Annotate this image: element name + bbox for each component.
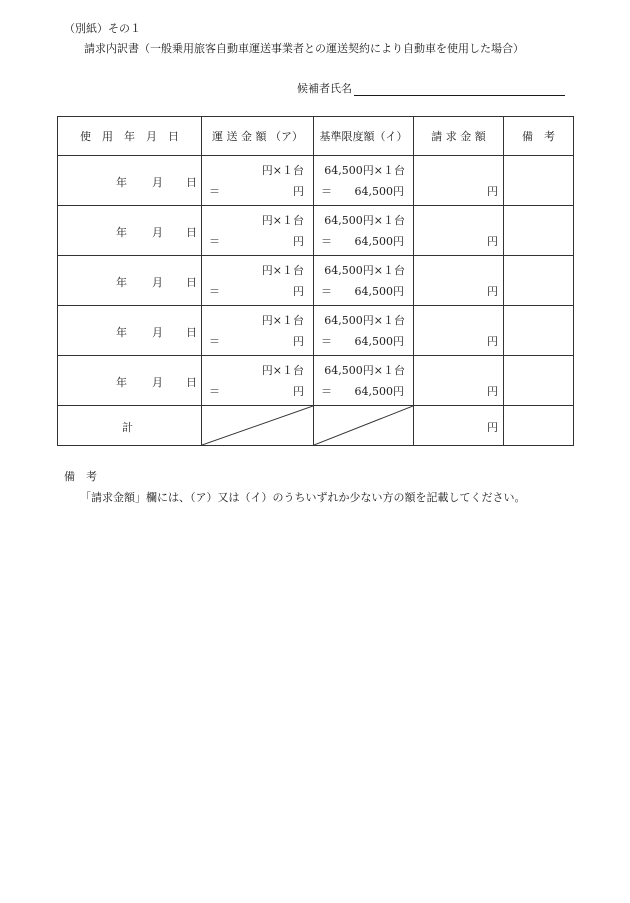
table-row bbox=[58, 206, 574, 256]
date-cell[interactable] bbox=[58, 206, 202, 256]
year-unit: 年 bbox=[116, 176, 127, 189]
limit-equals: ＝ bbox=[321, 385, 332, 398]
month-unit: 月 bbox=[152, 176, 163, 189]
col-header-date: 使 用 年 月 日 bbox=[58, 117, 202, 156]
candidate-name-field[interactable] bbox=[354, 95, 565, 96]
transport-amount-cell[interactable] bbox=[202, 356, 314, 406]
annex-label: （別紙）その１ bbox=[64, 22, 141, 35]
transport-amount-cell[interactable] bbox=[202, 206, 314, 256]
year-unit: 年 bbox=[116, 276, 127, 289]
request-amount-cell[interactable] bbox=[414, 256, 504, 306]
request-unit: 円 bbox=[487, 235, 498, 248]
remarks-body: 「請求金額」欄には、（ア）又は（イ）のうちいずれか少ない方の額を記載してください。 bbox=[80, 491, 526, 504]
limit-equals: ＝ bbox=[321, 185, 332, 198]
table-row bbox=[58, 256, 574, 306]
amount-formula: 円×１台 bbox=[261, 264, 304, 277]
amount-equals: ＝ bbox=[209, 285, 220, 298]
date-cell[interactable] bbox=[58, 156, 202, 206]
col-header-transport-amount: 運 送 金 額 （ア） bbox=[202, 117, 314, 156]
transport-amount-cell[interactable] bbox=[202, 256, 314, 306]
request-unit: 円 bbox=[487, 335, 498, 348]
amount-formula: 円×１台 bbox=[261, 364, 304, 377]
year-unit: 年 bbox=[116, 326, 127, 339]
request-amount-cell[interactable] bbox=[414, 156, 504, 206]
total-request-cell[interactable] bbox=[414, 406, 504, 446]
request-amount-cell[interactable] bbox=[414, 206, 504, 256]
table-row bbox=[58, 356, 574, 406]
limit-amount-cell bbox=[314, 206, 414, 256]
request-amount-cell[interactable] bbox=[414, 306, 504, 356]
day-unit: 日 bbox=[186, 276, 197, 289]
amount-result: 円 bbox=[293, 235, 304, 248]
diagonal-strike bbox=[314, 406, 413, 445]
limit-equals: ＝ bbox=[321, 335, 332, 348]
total-request-unit: 円 bbox=[487, 421, 498, 434]
col-header-remarks: 備 考 bbox=[504, 117, 574, 156]
total-limit-cell bbox=[314, 406, 414, 446]
limit-amount-cell bbox=[314, 306, 414, 356]
year-unit: 年 bbox=[116, 376, 127, 389]
col-header-limit-amount: 基準限度額（イ） bbox=[314, 117, 414, 156]
transport-amount-cell[interactable] bbox=[202, 306, 314, 356]
day-unit: 日 bbox=[186, 176, 197, 189]
limit-result: 64,500円 bbox=[354, 335, 404, 348]
day-unit: 日 bbox=[186, 226, 197, 239]
limit-amount-cell bbox=[314, 256, 414, 306]
limit-equals: ＝ bbox=[321, 285, 332, 298]
total-label-cell bbox=[58, 406, 202, 446]
total-remarks-cell[interactable] bbox=[504, 406, 574, 446]
limit-formula: 64,500円×１台 bbox=[324, 264, 405, 277]
limit-amount-cell bbox=[314, 356, 414, 406]
limit-result: 64,500円 bbox=[354, 385, 404, 398]
claim-table bbox=[57, 116, 574, 446]
diagonal-strike bbox=[202, 406, 313, 445]
limit-formula: 64,500円×１台 bbox=[324, 314, 405, 327]
amount-equals: ＝ bbox=[209, 235, 220, 248]
limit-formula: 64,500円×１台 bbox=[324, 214, 405, 227]
date-cell[interactable] bbox=[58, 256, 202, 306]
remarks-heading: 備 考 bbox=[64, 470, 97, 483]
date-cell[interactable] bbox=[58, 306, 202, 356]
request-unit: 円 bbox=[487, 285, 498, 298]
request-unit: 円 bbox=[487, 185, 498, 198]
amount-result: 円 bbox=[293, 385, 304, 398]
amount-equals: ＝ bbox=[209, 335, 220, 348]
month-unit: 月 bbox=[152, 376, 163, 389]
candidate-name-label: 候補者氏名 bbox=[297, 82, 352, 95]
request-unit: 円 bbox=[487, 385, 498, 398]
amount-equals: ＝ bbox=[209, 385, 220, 398]
remarks-cell[interactable] bbox=[504, 356, 574, 406]
limit-formula: 64,500円×１台 bbox=[324, 164, 405, 177]
amount-formula: 円×１台 bbox=[261, 164, 304, 177]
amount-formula: 円×１台 bbox=[261, 214, 304, 227]
remarks-cell[interactable] bbox=[504, 206, 574, 256]
limit-equals: ＝ bbox=[321, 235, 332, 248]
amount-result: 円 bbox=[293, 335, 304, 348]
total-transport-cell bbox=[202, 406, 314, 446]
remarks-cell[interactable] bbox=[504, 156, 574, 206]
total-label: 計 bbox=[122, 421, 133, 434]
amount-equals: ＝ bbox=[209, 185, 220, 198]
month-unit: 月 bbox=[152, 276, 163, 289]
month-unit: 月 bbox=[152, 326, 163, 339]
month-unit: 月 bbox=[152, 226, 163, 239]
limit-result: 64,500円 bbox=[354, 185, 404, 198]
amount-result: 円 bbox=[293, 185, 304, 198]
amount-result: 円 bbox=[293, 285, 304, 298]
remarks-cell[interactable] bbox=[504, 306, 574, 356]
col-header-request-amount: 請 求 金 額 bbox=[414, 117, 504, 156]
day-unit: 日 bbox=[186, 376, 197, 389]
day-unit: 日 bbox=[186, 326, 197, 339]
date-cell[interactable] bbox=[58, 356, 202, 406]
limit-result: 64,500円 bbox=[354, 235, 404, 248]
year-unit: 年 bbox=[116, 226, 127, 239]
table-row bbox=[58, 156, 574, 206]
amount-formula: 円×１台 bbox=[261, 314, 304, 327]
request-amount-cell[interactable] bbox=[414, 356, 504, 406]
transport-amount-cell[interactable] bbox=[202, 156, 314, 206]
limit-formula: 64,500円×１台 bbox=[324, 364, 405, 377]
remarks-cell[interactable] bbox=[504, 256, 574, 306]
document-title: 請求内訳書（一般乗用旅客自動車運送事業者との運送契約により自動車を使用した場合） bbox=[84, 42, 524, 55]
table-header-row bbox=[58, 117, 574, 156]
limit-amount-cell bbox=[314, 156, 414, 206]
total-row bbox=[58, 406, 574, 446]
limit-result: 64,500円 bbox=[354, 285, 404, 298]
table-row bbox=[58, 306, 574, 356]
